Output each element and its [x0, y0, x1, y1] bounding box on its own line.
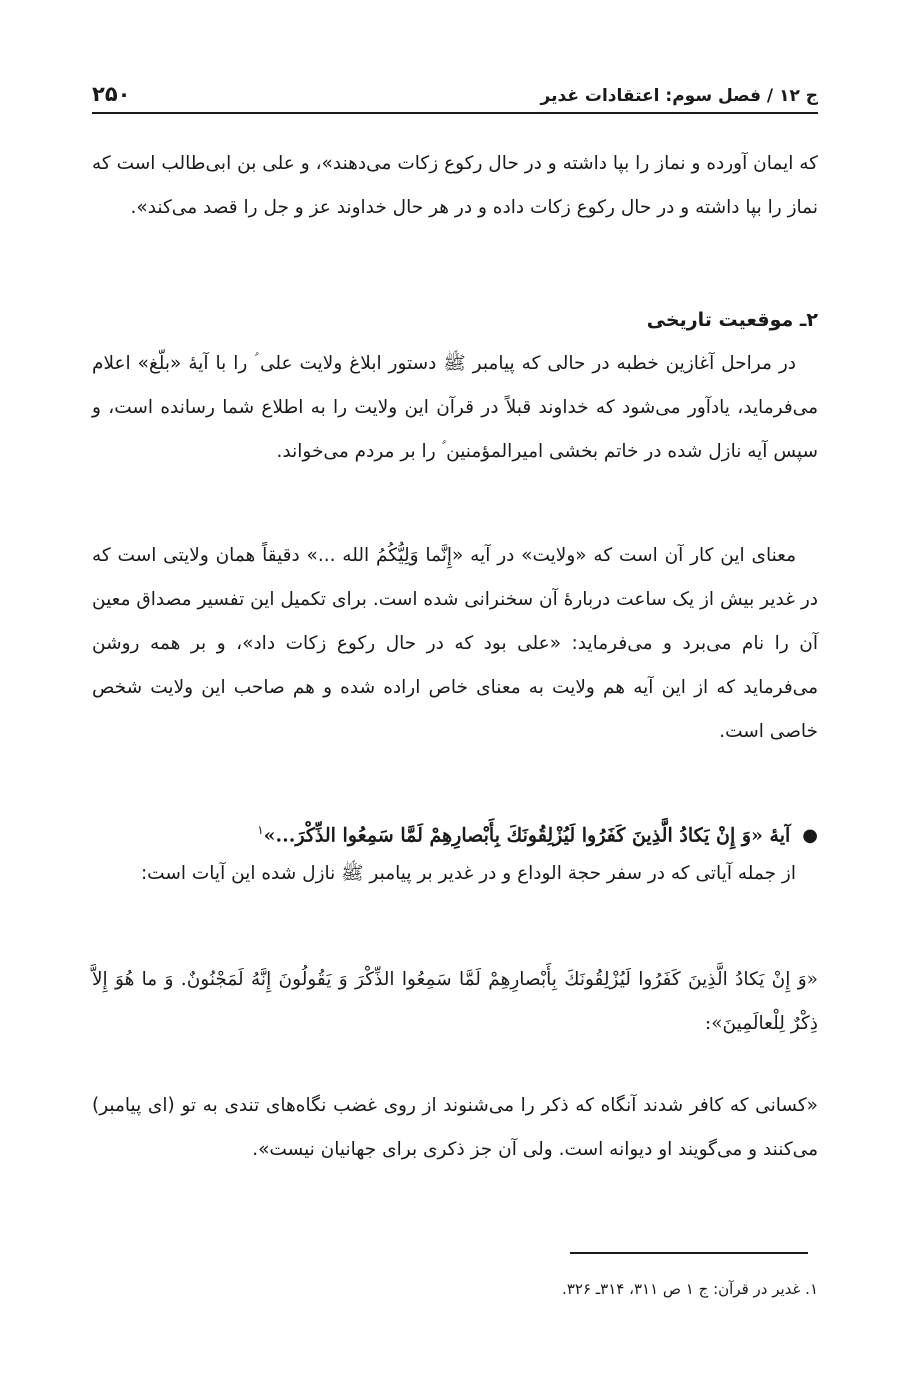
page-number: ۲۵۰ — [92, 82, 131, 106]
footnote-divider — [570, 1252, 808, 1254]
footnote: ۱. غدیر در قرآن: ج ۱ ص ۳۱۱، ۳۱۴ـ ۳۲۶. — [562, 1280, 818, 1298]
quran-verse: «وَ إِنْ يَكادُ الَّذِينَ كَفَرُوا لَيُزْلِقُونَكَ بِأَبْصارِهِمْ لَمَّا سَمِعُوا الذِّكْرَ وَ يَقُولُونَ إِنَّهُ لَمَجْنُونٌ. وَ ما هُوَ إِلاَّ ذِكْرٌ لِلْعالَمِينَ»: — [92, 969, 818, 1034]
historical-paragraph: در مراحل آغازین خطبه در حالی که پیامبر ﷺ دستور ابلاغ ولایت علی ؑ را با آیهٔ «بلّغ» اعلام می‌فرماید، یادآور می‌شود که خداوند قبلاً در قرآن این ولایت را به اطلاع شما رسانده است، و سپس آیه نازل شده در خاتم بخشی امیرالمؤمنین ؑ را بر مردم می‌خواند. — [92, 353, 818, 462]
footnote-marker: ۱ — [257, 823, 264, 837]
translation-paragraph: «کسانی که کافر شدند آنگاه که ذکر را می‌شنوند از روی غضب نگاه‌های تندی به تو (ای پیامبر) می‌کنند و می‌گویند او دیوانه است. ولی آن جز ذکری برای جهانیان نیست». — [92, 1095, 818, 1160]
intro-paragraph: که ایمان آورده و نماز را بپا داشته و در حال رکوع زکات می‌دهند»، و علی بن ابی‌طالب است که نماز را بپا داشته و در حال رکوع زکات داده و در هر حال خداوند عز و جل را قصد می‌کند». — [92, 153, 818, 218]
bullet-icon: ● — [802, 825, 818, 847]
meaning-paragraph: معنای این کار آن است که «ولایت» در آیه «إِنَّما وَلِيُّكُمُ الله ...» دقیقاً همان ولایتی است که در غدیر بیش از یک ساعت دربارهٔ آن سخنرانی شده است. برای تکمیل این تفسیر مصداق معین آن را نام می‌برد و می‌فرماید: «علی بود که در حال رکوع زکات داد»، و بر همه روشن می‌فرماید که از این آیه هم ولایت به معنای خاص اراده شده و هم صاحب این ولایت شخص خاصی است. — [92, 545, 818, 742]
running-title: ج ۱۲ / فصل سوم: اعتقادات غدیر — [540, 86, 818, 106]
verse-heading-text: آیهٔ «وَ إِنْ يَكادُ الَّذِينَ كَفَرُوا لَيُزْلِقُونَكَ بِأَبْصارِهِمْ لَمَّا سَمِعُوا الذِّكْرَ...» — [263, 824, 791, 847]
page-header — [92, 68, 818, 114]
verse-heading — [92, 810, 818, 856]
section-heading: ۲ـ موقعیت تاریخی — [646, 309, 818, 331]
verses-intro-paragraph: از جمله آیاتی که در سفر حجة الوداع و در غدیر بر پیامبر ﷺ نازل شده این آیات است: — [140, 863, 796, 884]
